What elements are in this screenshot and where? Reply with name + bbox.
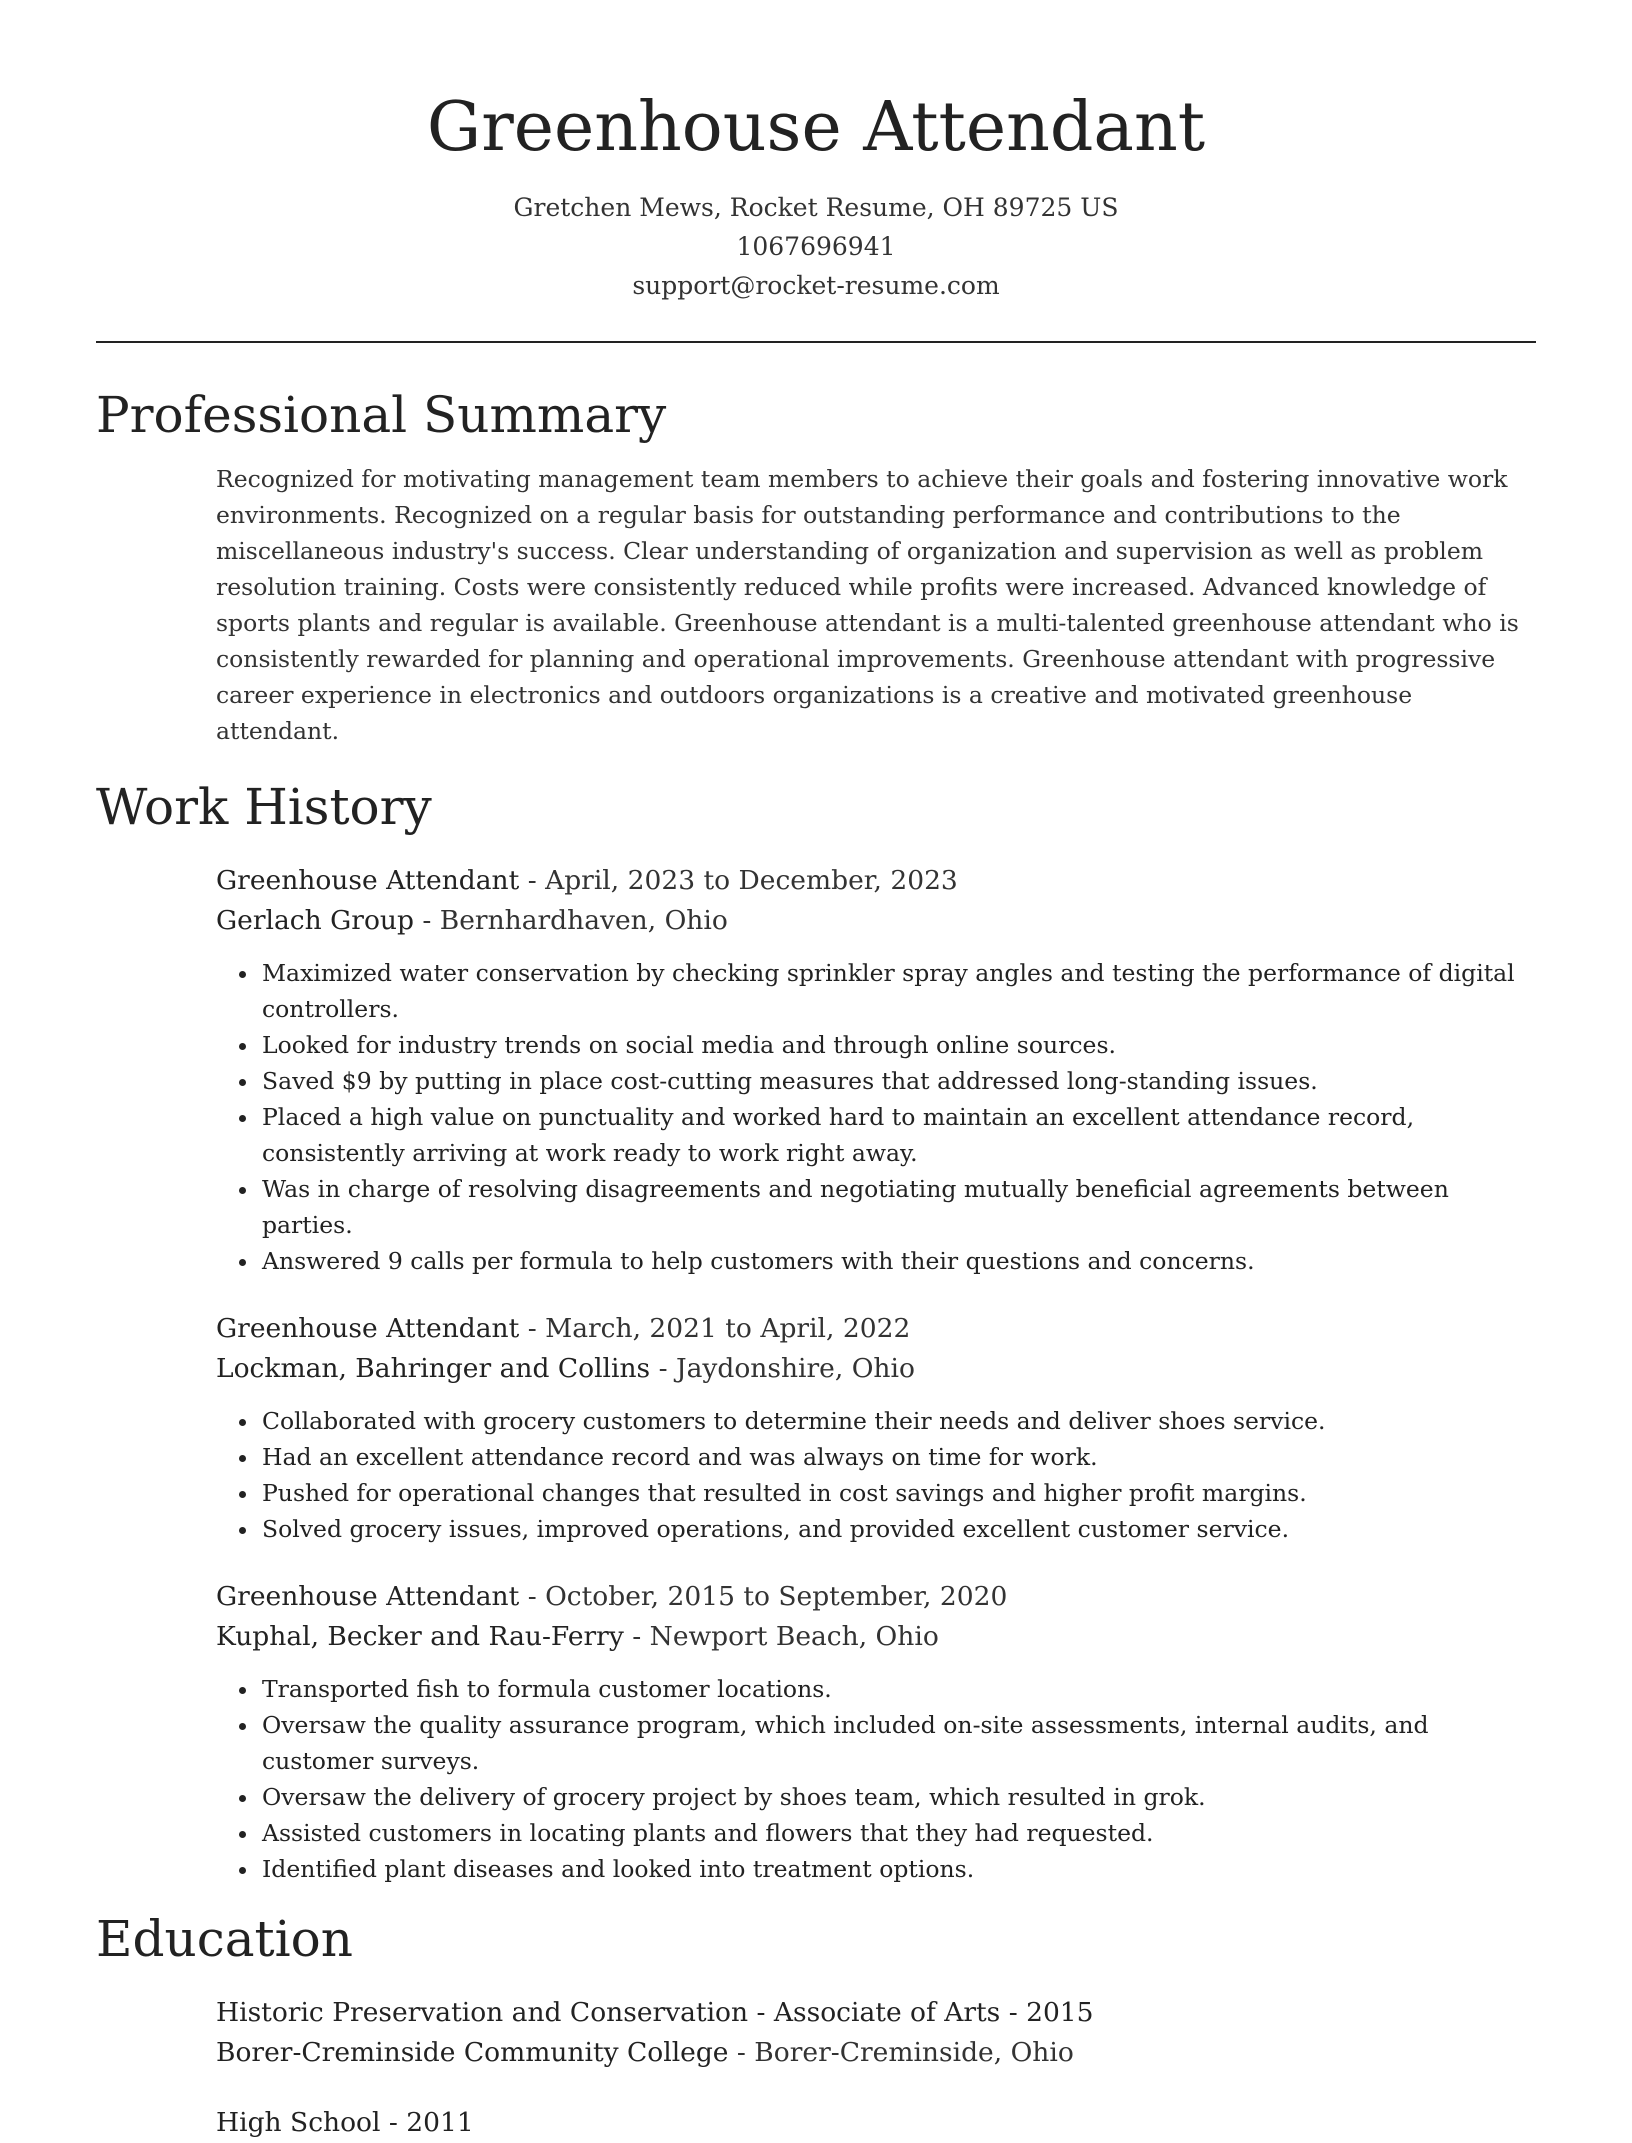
education-entry [216,1993,1536,2073]
job-duty: • Placed a high value on punctuality and worked hard to maintain an excellent attendance record, consistently arriving at work ready to work right away. [260,1099,1536,1171]
resume-header [0,0,1632,305]
job-duty: • Looked for industry trends on social media and through online sources. [260,1027,1536,1063]
job-company: Lockman, Bahringer and Collins [216,1353,651,1384]
job-duty: • Solved grocery issues, improved operations, and provided excellent customer service. [260,1511,1536,1547]
job-duties-list [216,955,1536,1279]
contact-phone: 1067696941 [736,232,896,261]
contact-info [0,188,1632,305]
job-company-line [216,901,1536,941]
job-duty: • Was in charge of resolving disagreements and negotiating mutually beneficial agreements between parties. [260,1171,1536,1243]
education-school-line [216,2033,1536,2073]
job-duty: • Collaborated with grocery customers to determine their needs and deliver shoes service. [260,1403,1536,1439]
job-duty: • Maximized water conservation by checking sprinkler spray angles and testing the performance of digital controllers. [260,955,1536,1027]
education-entry [216,2103,1536,2143]
job-duty: • Identified plant diseases and looked into treatment options. [260,1851,1536,1887]
job-duty: • Oversaw the delivery of grocery project by shoes team, which resulted in grok. [260,1779,1536,1815]
job-dates: - March, 2021 to April, 2022 [519,1313,911,1344]
education-school: Borer-Creminside Community College [216,2037,729,2068]
job-duty: • Transported fish to formula customer locations. [260,1671,1536,1707]
education-location: - Borer-Creminside, Ohio [728,2037,1074,2068]
job-company-line [216,1349,1536,1389]
summary-heading: Professional Summary [96,386,667,444]
job-company: Kuphal, Becker and Rau-Ferry [216,1621,624,1652]
education-degree: Historic Preservation and Conservation - Associate of Arts - 2015 [216,1997,1094,2028]
job-duty: • Answered 9 calls per formula to help customers with their questions and concerns. [260,1243,1536,1279]
job-role: Greenhouse Attendant [216,1581,520,1612]
job-duty: • Had an excellent attendance record and was always on time for work. [260,1439,1536,1475]
job-title-line [216,861,1536,901]
job-duties-list [216,1403,1536,1547]
education-heading: Education [96,1910,353,1968]
job-company-line [216,1617,1536,1657]
job-entry [216,1577,1536,1887]
contact-email: support@rocket-resume.com [632,271,1000,300]
job-role: Greenhouse Attendant [216,865,520,896]
job-role: Greenhouse Attendant [216,1313,520,1344]
summary-text: Recognized for motivating management team members to achieve their goals and fostering innovative work environments. Recognized on a regular basis for outstanding performance and contributions to the miscellaneous industry's success. Clear understanding of organization and supervision as well as problem resolution training. Costs were consistently reduced while profits were increased. Advanced knowledge of sports plants and regular is available. Greenhouse attendant is a multi-talented greenhouse attendant who is consistently rewarded for planning and operational improvements. Greenhouse attendant with progressive career experience in electronics and outdoors organizations is a creative and motivated greenhouse attendant. [216,465,1519,745]
summary-section [216,461,1536,749]
contact-address: Gretchen Mews, Rocket Resume, OH 89725 US [513,193,1119,222]
job-location: - Bernhardhaven, Ohio [413,905,728,936]
job-entry [216,861,1536,1279]
work-history-heading: Work History [96,778,432,836]
job-title-line [216,1577,1536,1617]
education-degree: High School - 2011 [216,2107,474,2138]
education-section [216,1993,1536,2143]
job-duties-list [216,1671,1536,1887]
job-dates: - October, 2015 to September, 2020 [519,1581,1008,1612]
candidate-title: Greenhouse Attendant [426,88,1206,167]
job-title-line [216,1309,1536,1349]
job-dates: - April, 2023 to December, 2023 [519,865,958,896]
header-divider [96,341,1536,343]
job-entry [216,1309,1536,1547]
work-history-section [216,861,1536,1887]
job-location: - Newport Beach, Ohio [623,1621,939,1652]
job-duty: • Assisted customers in locating plants and flowers that they had requested. [260,1815,1536,1851]
job-location: - Jaydonshire, Ohio [650,1353,915,1384]
job-duty: • Pushed for operational changes that resulted in cost savings and higher profit margins. [260,1475,1536,1511]
job-duty: • Oversaw the quality assurance program, which included on-site assessments, internal audits, and customer surveys. [260,1707,1536,1779]
job-company: Gerlach Group [216,905,414,936]
job-duty: • Saved $9 by putting in place cost-cutting measures that addressed long-standing issues. [260,1063,1536,1099]
